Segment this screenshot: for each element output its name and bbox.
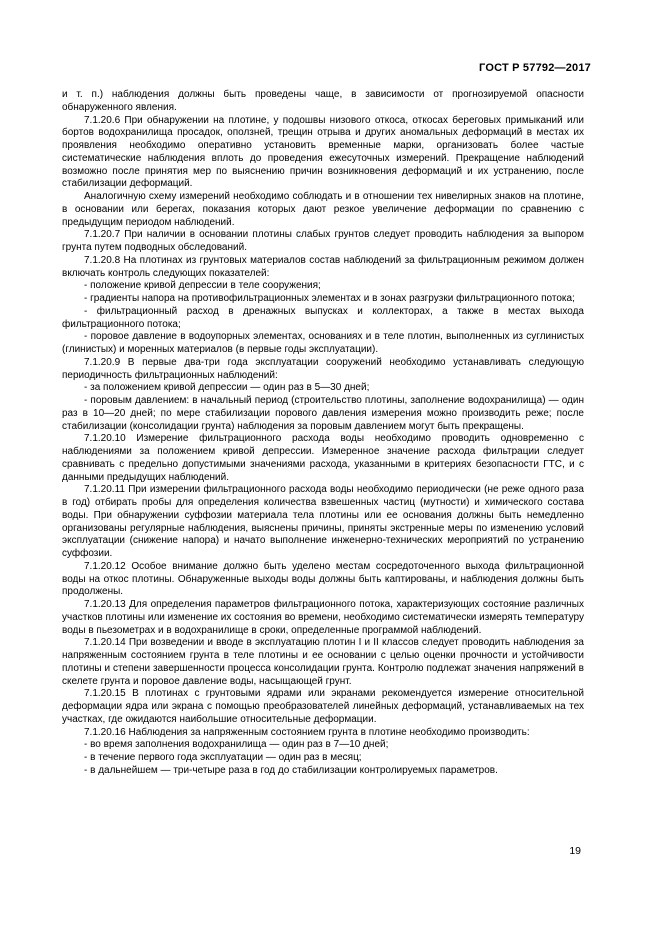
- document-standard-id: ГОСТ Р 57792—2017: [479, 62, 591, 74]
- paragraph: Аналогичную схему измерений необходимо соблюдать и в отношении тех нивелирных знаков на плотине, в основании или берегах, показания которых дают резкое увеличение деформации по сравнению с предыдущим периодом наблюдений.: [62, 191, 584, 228]
- page-number: 19: [569, 845, 581, 857]
- paragraph: 7.1.20.8 На плотинах из грунтовых материалов состав наблюдений за фильтрационным режимом должен включать контроль следующих показателей:: [62, 254, 584, 279]
- paragraph: 7.1.20.16 Наблюдения за напряженным состоянием грунта в плотине необходимо производить:: [84, 726, 530, 738]
- paragraph: 7.1.20.14 При возведении и вводе в эксплуатацию плотин I и II классов следует проводить наблюдения за напряженным состоянием грунта в теле плотины и ее основании с целью оценки прочности и устойчивости плотины и степени завершенности процесса консолидации грунта. Контролю подлежат значения напряжений в скелете грунта и поровое давление воды, насыщающей грунт.: [62, 637, 584, 687]
- paragraph: - положение кривой депрессии в теле сооружения;: [84, 280, 321, 292]
- paragraph: и т. п.) наблюдения должны быть проведены чаще, в зависимости от прогнозируемой опасности обнаруженного явления.: [62, 89, 584, 113]
- paragraph: 7.1.20.9 В первые два-три года эксплуатации сооружений необходимо устанавливать следующую периодичность фильтрационных наблюдений:: [62, 356, 584, 381]
- paragraph: 7.1.20.10 Измерение фильтрационного расхода воды необходимо проводить одновременно с наблюдениями за положением кривой депрессии. Измеренное значение расхода фильтрации следует сравнивать с предельно допустимыми значениями расхода, указанными в критериях безопасности ГТС, и с данными предыдущих наблюдений.: [62, 433, 584, 483]
- document-body: [62, 89, 584, 778]
- paragraph: - в дальнейшем — три-четыре раза в год до стабилизации контролируемых параметров.: [84, 764, 498, 776]
- paragraph: 7.1.20.15 В плотинах с грунтовыми ядрами или экранами рекомендуется измерение относительной деформации ядра или экрана с помощью преобразователей линейных деформаций, устанавливаемых на тех участках, где ожидаются наибольшие относительные деформации.: [62, 688, 584, 725]
- paragraph: - в течение первого года эксплуатации — один раз в месяц;: [84, 752, 362, 763]
- paragraph: 7.1.20.13 Для определения параметров фильтрационного потока, характеризующих состояние различных участков плотины или изменение их состояния во времени, необходимо систематически измерять температуру воды в пьезометрах и в водохранилище в сроки, определенные программой наблюдений.: [62, 599, 584, 636]
- paragraph: 7.1.20.7 При наличии в основании плотины слабых грунтов следует проводить наблюдения за выпором грунта путем подводных обследований.: [62, 229, 584, 253]
- paragraph: - поровое давление в водоупорных элементах, основаниях и в теле плотин, выполненных из суглинистых (глинистых) и моренных материалов (в первые годы эксплуатации).: [62, 331, 584, 355]
- paragraph: - за положением кривой депрессии — один раз в 5—30 дней;: [84, 382, 370, 394]
- paragraph: - поровым давлением: в начальный период (строительство плотины, заполнение водохранилища) — один раз в 10—20 дней; по мере стабилизации порового давления измерения можно производить реже; после стабилизации (консолидации грунта) наблюдения за поровым давлением могут быть прекращены.: [62, 395, 584, 432]
- paragraph: 7.1.20.6 При обнаружении на плотине, у подошвы низового откоса, откосах береговых примыканий или бортов водохранилища просадок, оползней, трещин отрыва и других аномальных деформаций в местах их проявления необходимо оперативно установить временные марки, организовать более частые систематические наблюдения вплоть до проведения ежесуточных измерений. Прекращение наблюдений возможно после принятия мер по выяснению причин возникновения деформаций и их устранению, после стабилизации деформаций.: [62, 114, 584, 190]
- paragraph: - фильтрационный расход в дренажных выпусках и коллекторах, а также в местах выхода фильтрационного потока;: [62, 305, 584, 330]
- paragraph: - градиенты напора на противофильтрационных элементах и в зонах разгрузки фильтрационного потока;: [84, 293, 575, 304]
- paragraph: 7.1.20.11 При измерении фильтрационного расхода воды необходимо периодически (не реже одного раза в год) отбирать пробы для определения количества взвешенных частиц (мутности) и химического состава воды. При обнаружении суффозии материала тела плотины или ее основания должны быть немедленно организованы регулярные наблюдения, выяснены причины, приняты экстренные меры по изменению условий эксплуатации (снижение напора) и начато выполнение инженерно-технических мероприятий по устранению суффозии.: [62, 484, 584, 559]
- paragraph: - во время заполнения водохранилища — один раз в 7—10 дней;: [84, 739, 389, 751]
- paragraph: 7.1.20.12 Особое внимание должно быть уделено местам сосредоточенного выхода фильтрационной воды на откос плотины. Обнаруженные выходы воды должны быть каптированы, и наблюдения должны быть продолжены.: [62, 560, 584, 598]
